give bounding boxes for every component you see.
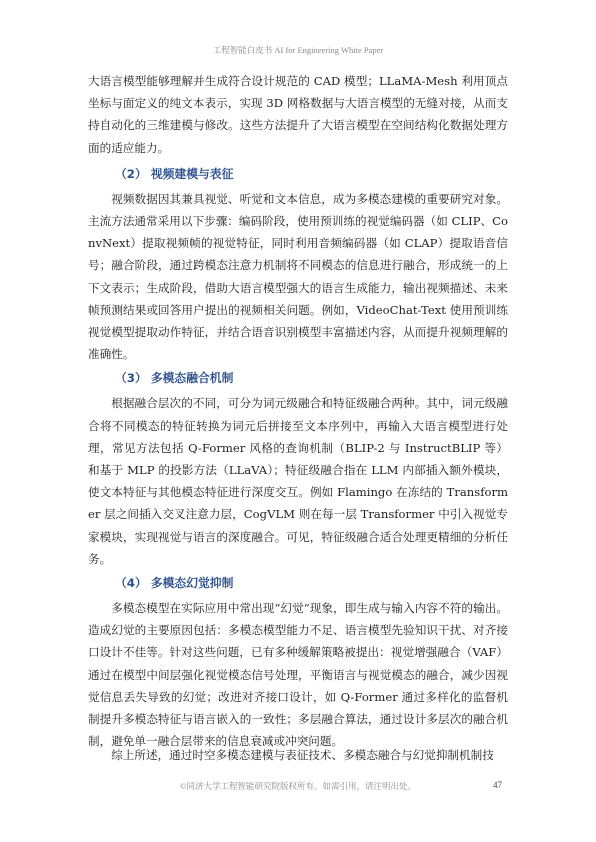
- page-number: 47: [493, 780, 502, 790]
- section-paragraph: 根据融合层次的不同，可分为词元级融合和特征级融合两种。其中，词元级融合将不同模态的特征转换为词元后拼接至文本序列中，再输入大语言模型进行处理，常见方法包括 Q-Former 风格的查询机制（BLIP-2 与 InstructBLIP 等）和基于 MLP 的投影方法（LLaVA）；特征级融合指在 LLM 内部插入额外模块，使文本特征与其他模态特征进行深度交互。例如 Flamingo 在冻结的 Transformer 层之间插入交叉注意力层，CogVLM 则在每一层 Transformer 中引入视觉专家模块，实现视觉与语言的深度融合。可见，特征级融合适合处理更精细的分析任务。: [88, 396, 508, 566]
- section-title: 多模态幻觉抑制: [150, 576, 234, 591]
- section-heading: [88, 570, 508, 597]
- section-number: （2）: [115, 166, 147, 181]
- page-body: [88, 70, 508, 752]
- section-video-modeling: [88, 161, 508, 366]
- section-number: （4）: [115, 576, 147, 591]
- section-heading: [88, 161, 508, 188]
- copyright-notice: ©同济大学工程智能研究院版权所有。如需引用，请注明出处。: [180, 781, 416, 791]
- section-title: 视频建模与表征: [150, 166, 234, 181]
- section-multimodal-fusion: [88, 365, 508, 570]
- section-hallucination-suppression: [88, 570, 508, 752]
- section-title: 多模态融合机制: [150, 371, 234, 386]
- summary-paragraph: 综上所述，通过时空多模态建模与表征技术、多模态融合与幻觉抑制机制技: [111, 748, 494, 762]
- section-number: （3）: [115, 371, 147, 386]
- section-paragraph: 视频数据因其兼具视觉、听觉和文本信息，成为多模态建模的重要研究对象。主流方法通常采用以下步骤：编码阶段，使用预训练的视觉编码器（如 CLIP、ConvNext）提取视频帧的视觉特征，同时利用音频编码器（如 CLAP）提取语音信号；融合阶段，通过跨模态注意力机制将不同模态的信息进行融合，形成统一的上下文表示；生成阶段，借助大语言模型强大的语言生成能力，输出视频描述、未来帧预测结果或回答用户提出的视频相关问题。例如，VideoChat-Text 使用预训练视觉模型提取动作特征，并结合语音识别模型丰富描述内容，从而提升视频理解的准确性。: [88, 191, 508, 362]
- page-footer: [88, 780, 508, 792]
- intro-paragraph: 大语言模型能够理解并生成符合设计规范的 CAD 模型；LLaMA-Mesh 利用顶点坐标与面定义的纯文本表示，实现 3D 网格数据与大语言模型的无缝对接，从而支持自动化的三维建模与修改。这些方法提升了大语言模型在空间结构化数据处理方面的适应能力。: [88, 74, 508, 155]
- running-header: 工程智能白皮书 AI for Engineering White Paper: [212, 45, 384, 55]
- section-heading: [88, 365, 508, 392]
- section-paragraph: 多模态模型在实际应用中常出现“幻觉”现象，即生成与输入内容不符的输出。造成幻觉的主要原因包括：多模态模型能力不足、语言模型先验知识干扰、对齐接口设计不佳等。针对这些问题，已有多种缓解策略被提出：视觉增强融合（VAF）通过在模型中间层强化视觉模态信号处理，平衡语言与视觉模态的融合，减少因视觉信息丢失导致的幻觉；改进对齐接口设计，如 Q-Former 通过多样化的监督机制提升多模态特征与语言嵌入的一致性；多层融合算法，通过设计多层次的融合机制，避免单一融合层带来的信息衰减或冲突问题。: [88, 601, 508, 749]
